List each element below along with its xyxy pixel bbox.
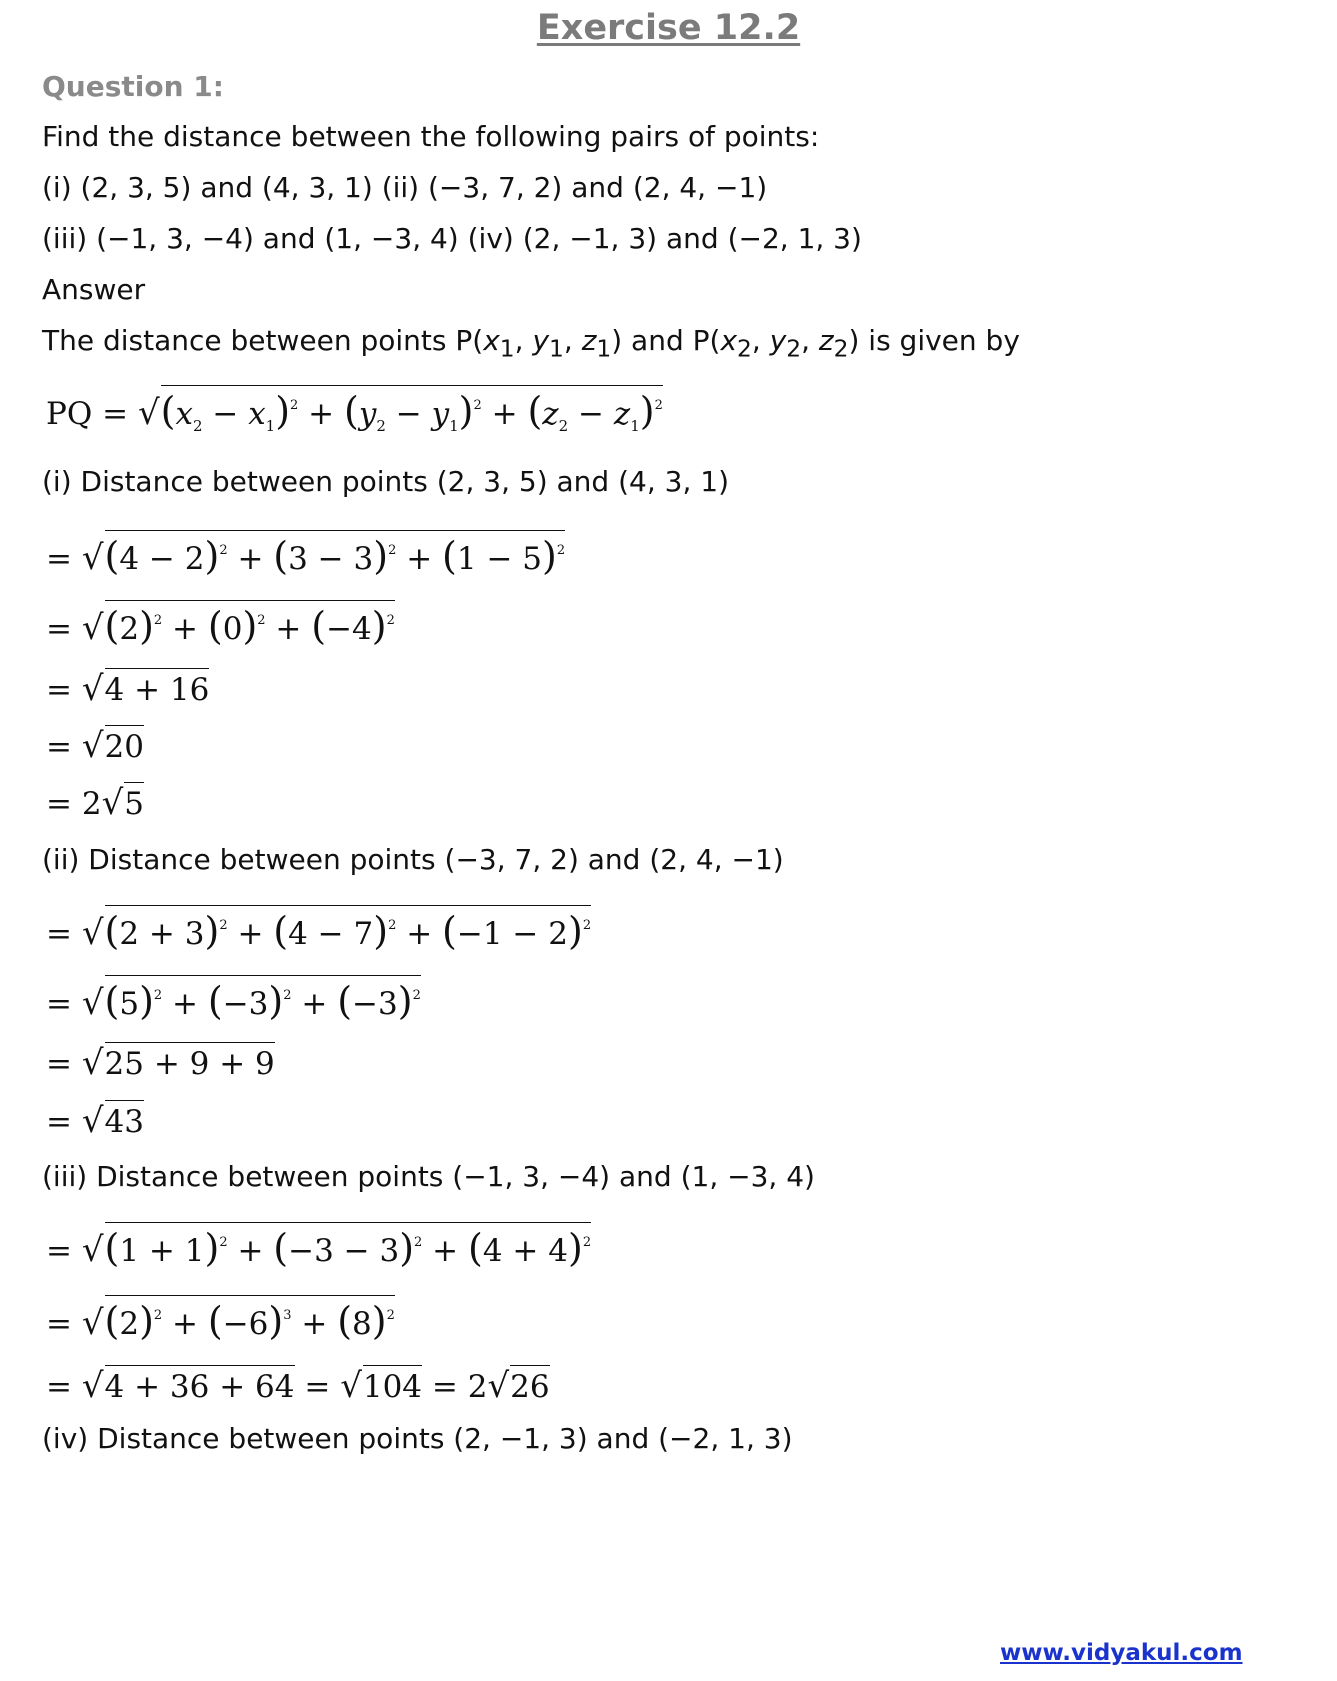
- question-parts-line-2: (iii) (−1, 3, −4) and (1, −3, 4) (iv) (2, −1, 3) and (−2, 1, 3): [42, 222, 862, 255]
- part-ii-result: = √43: [46, 1101, 144, 1141]
- part-ii-step-2: = $√(5)^2 + (-3)^2 + (-3)^2$: [46, 975, 421, 1023]
- answer-label: Answer: [42, 273, 146, 306]
- question-label: Question 1:: [42, 70, 224, 103]
- part-iii-step-2: = $√(2)^2 + (-6)^3 + (8)^2$: [46, 1295, 395, 1343]
- part-iii-result: = √4 + 36 + 64 = √104 = 2√26: [46, 1366, 550, 1406]
- question-text: Find the distance between the following pairs of points:: [42, 120, 820, 153]
- part-i-step-4: = √20: [46, 726, 144, 766]
- distance-formula: PQ = $√(x_2 - x_1)^2 + (y_2 - y_1)^2 + (z_2 - z_1)^2$: [46, 385, 663, 435]
- part-i-step-1: = $√(4 - 2)^2 + (3 - 3)^2 + (1 - 5)^2$: [46, 530, 565, 578]
- part-ii-step-3: = √25 + 9 + 9: [46, 1043, 275, 1083]
- footer-link[interactable]: www.vidyakul.com: [1000, 1640, 1243, 1666]
- part-iv-heading: (iv) Distance between points (2, −1, 3) and (−2, 1, 3): [42, 1422, 793, 1455]
- part-ii-step-1: = $√(2 + 3)^2 + (4 - 7)^2 + (-1 - 2)^2$: [46, 905, 591, 953]
- page-title: Exercise 12.2: [536, 8, 801, 48]
- part-i-heading: (i) Distance between points (2, 3, 5) and (4, 3, 1): [42, 465, 729, 498]
- question-parts-line-1: (i) (2, 3, 5) and (4, 3, 1) (ii) (−3, 7, 2) and (2, 4, −1): [42, 171, 768, 204]
- part-i-step-3: = √4 + 16: [46, 669, 210, 709]
- part-iii-heading: (iii) Distance between points (−1, 3, −4) and (1, −3, 4): [42, 1160, 815, 1193]
- part-ii-heading: (ii) Distance between points (−3, 7, 2) and (2, 4, −1): [42, 843, 784, 876]
- formula-intro: The distance between points $P(x_1$, $y_1$, $z_1$) and $P(x_2$, $y_2$, $z_2$) is given by: [42, 324, 1020, 363]
- part-i-step-2: = $√(2)^2 + (0)^2 + (-4)^2$: [46, 600, 395, 648]
- part-i-result: = 2√5: [46, 783, 144, 823]
- part-iii-step-1: = $√(1 + 1)^2 + (-3 - 3)^2 + (4 + 4)^2$: [46, 1222, 591, 1270]
